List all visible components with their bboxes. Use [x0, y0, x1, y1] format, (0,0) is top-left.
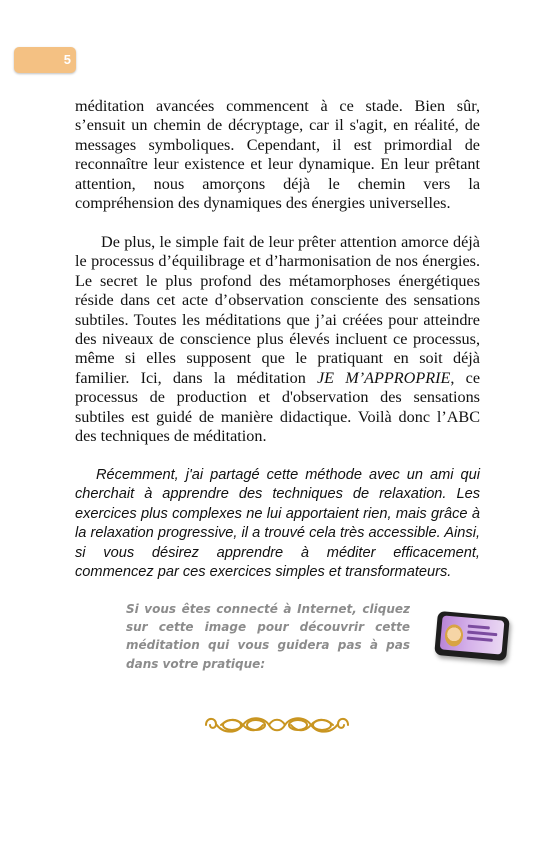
- thumbnail-screen: [440, 615, 505, 654]
- gold-flourish-ornament: [203, 712, 351, 738]
- paragraph-2-text-end: , ce processus de production et d'observation des sensations subtiles est guidé de manière didactique. Voilà donc l’ABC des techniques de méditation.: [75, 368, 480, 446]
- meditation-title: JE M’APPROPRIE: [316, 368, 451, 387]
- thumbnail-portrait-icon: [444, 624, 464, 647]
- page-number-badge: [14, 47, 76, 73]
- paragraph-1: méditation avancées commencent à ce stade. Bien sûr, s’ensuit un chemin de décryptage, car il s'agit, en réalité, de messages symboliques. Cependant, il est primordial de reconnaître leur existence et leur dynamique. En leur prêtant attention, nous amorçons déjà le chemin vers la compréhension des dynamiques des énergies universelles.: [75, 97, 480, 213]
- internet-note: Si vous êtes connecté à Internet, cliquez sur cette image pour découvrir cette méditation qui vous guidera pas à pas dans votre pratique:: [126, 602, 410, 671]
- page-number: 5: [63, 52, 71, 67]
- thumbnail-caption-line: [467, 631, 497, 637]
- meditation-video-thumbnail[interactable]: [434, 611, 510, 661]
- paragraph-2-text-start: De plus, le simple fait de leur prêter attention amorce déjà le processus d’équilibrage et d’harmonisation de nos énergies. Le secret le plus profond des métamorphoses énergétiques réside dans cet acte d’observation consciente des sensations subtiles. Toutes les méditations que j’ai créées pour atteindre des niveaux de conscience plus élevés incluent ce processus, même si elles supposent que le pratiquant en soit déjà familier. Ici, dans la méditation: [75, 233, 480, 387]
- paragraph-2: [75, 233, 480, 446]
- thumbnail-caption-line: [468, 625, 490, 630]
- thumbnail-caption-line: [467, 637, 493, 642]
- paragraph-3: Récemment, j'ai partagé cette méthode avec un ami qui cherchait à apprendre des techniques de relaxation. Les exercices plus complexes ne lui apportaient rien, mais grâce à la relaxation progressive, il a trouvé cela très accessible. Ainsi, si vous désirez apprendre à méditer efficacement, commencez par ces exercices simples et transformateurs.: [75, 467, 480, 581]
